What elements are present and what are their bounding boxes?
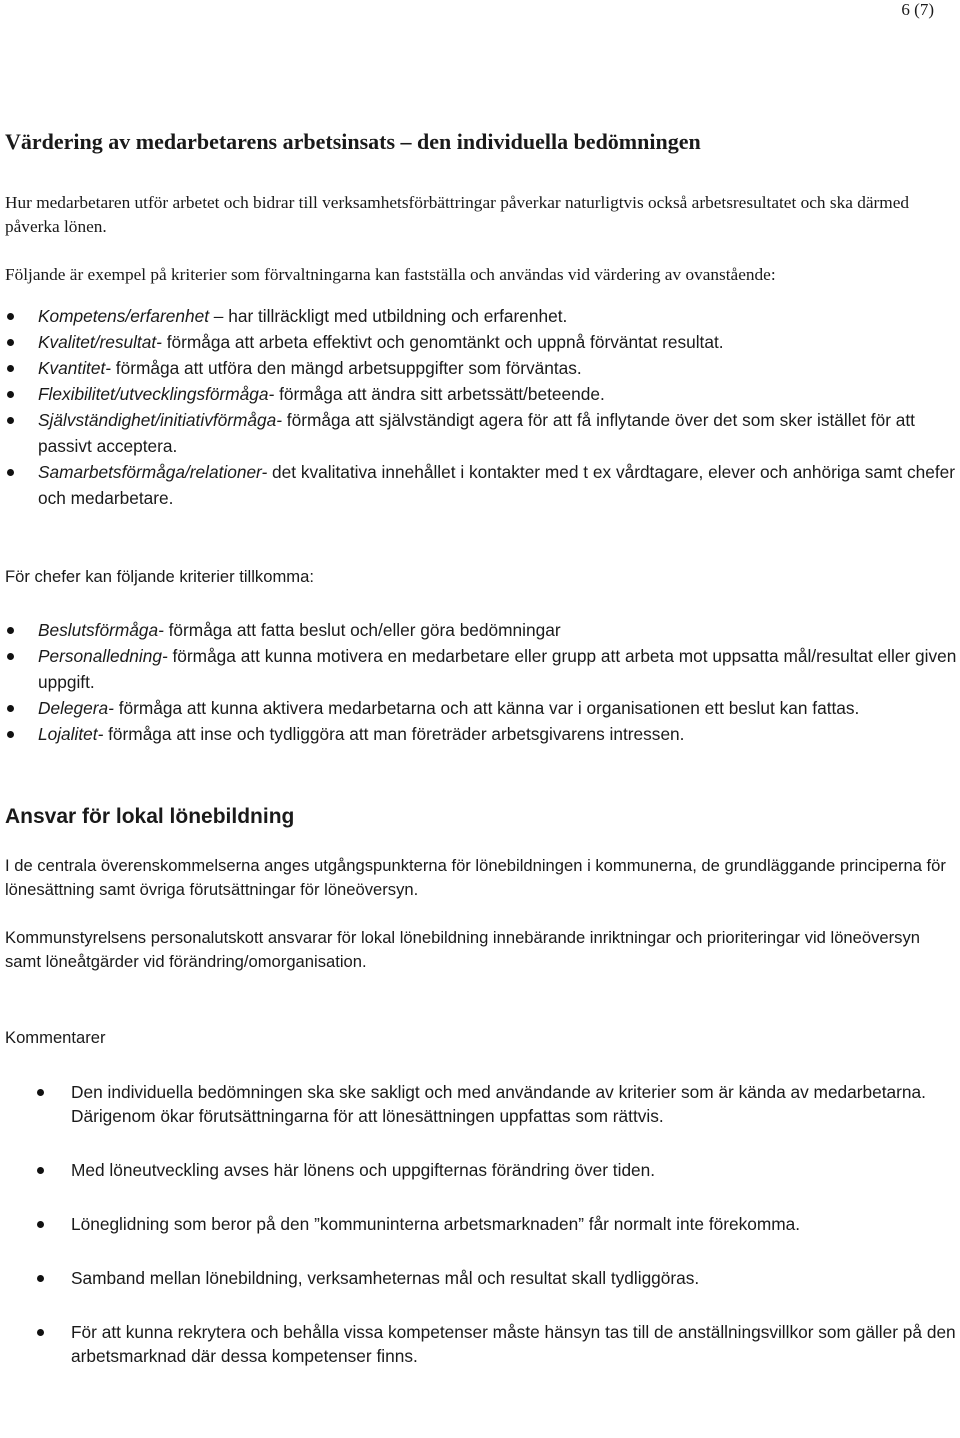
document-body bbox=[5, 128, 957, 1368]
comments-heading: Kommentarer bbox=[5, 1027, 106, 1047]
criterion-term: Delegera- bbox=[38, 697, 114, 718]
list-item: Löneglidning som beror på den ”kommuninterna arbetsmarknaden” får normalt inte förekomma. bbox=[5, 1212, 957, 1236]
list-item: Den individuella bedömningen ska ske sakligt och med användande av kriterier som är kända av medarbetarna. Därigenom ökar förutsättningarna för att lönesättningen uppfattas som rättvis. bbox=[5, 1080, 957, 1128]
criterion-text: förmåga att ändra sitt arbetssätt/beteende. bbox=[274, 383, 605, 404]
criterion-text: förmåga att kunna motivera en medarbetare eller grupp att arbeta mot uppsatta mål/resultat eller given uppgift. bbox=[38, 645, 957, 692]
managers-intro: För chefer kan följande kriterier tillkomma: bbox=[5, 566, 314, 586]
criterion-text: förmåga att kunna aktivera medarbetarna och att känna var i organisationen ett beslut kan fattas. bbox=[113, 697, 860, 718]
criterion-term: Personalledning- bbox=[38, 645, 168, 666]
responsibility-paragraph-2: Kommunstyrelsens personalutskott ansvarar för lokal lönebildning innebärande inriktningar och prioriteringar vid löneöversyn samt löneåtgärder vid förändring/omorganisation. bbox=[5, 927, 920, 971]
list-item bbox=[5, 695, 957, 721]
list-item bbox=[5, 617, 957, 643]
criterion-text: förmåga att inse och tydliggöra att man företräder arbetsgivarens intressen. bbox=[103, 723, 685, 744]
criterion-text: det kvalitativa innehållet i kontakter med t ex vårdtagare, elever och anhöriga samt chefer och medarbetare. bbox=[38, 461, 956, 508]
criterion-term: Flexibilitet/utvecklingsförmåga- bbox=[38, 383, 275, 404]
criteria-list bbox=[5, 303, 957, 511]
criteria-intro-paragraph: Följande är exempel på kriterier som förvaltningarna kan fastställa och användas vid värdering av ovanstående: bbox=[5, 264, 776, 284]
intro-paragraph: Hur medarbetaren utför arbetet och bidrar till verksamhetsförbättringar påverkar naturligtvis också arbetsresultatet och ska därmed påverka lönen. bbox=[5, 192, 910, 236]
criterion-term: Beslutsförmåga- bbox=[38, 619, 164, 640]
page-number: 6 (7) bbox=[901, 0, 934, 19]
criterion-term: Självständighet/initiativförmåga- bbox=[38, 409, 282, 430]
criterion-text: förmåga att arbeta effektivt och genomtänkt och uppnå förväntat resultat. bbox=[161, 331, 724, 352]
section-heading-responsibility: Ansvar för lokal lönebildning bbox=[5, 804, 295, 828]
criterion-term: Kompetens/erfarenhet – bbox=[38, 305, 224, 326]
list-item bbox=[5, 381, 957, 407]
responsibility-paragraph-1: I de centrala överenskommelserna anges utgångspunkterna för lönebildningen i kommunerna, de grundläggande principerna för lönesättning samt övriga förutsättningar för löneöversyn. bbox=[5, 855, 946, 899]
criterion-term: Kvalitet/resultat- bbox=[38, 331, 162, 352]
list-item: För att kunna rekrytera och behålla vissa kompetenser måste hänsyn tas till de anställningsvillkor som gäller på den arbetsmarknad där dessa kompetenser finns. bbox=[5, 1320, 957, 1368]
criterion-text: har tillräckligt med utbildning och erfarenhet. bbox=[223, 305, 568, 326]
list-item: Med löneutveckling avses här lönens och uppgifternas förändring över tiden. bbox=[5, 1158, 957, 1182]
list-item: Samband mellan lönebildning, verksamheternas mål och resultat skall tydliggöras. bbox=[5, 1266, 957, 1290]
criterion-term: Samarbetsförmåga/relationer- bbox=[38, 461, 268, 482]
criterion-text: förmåga att självständigt agera för att få inflytande över det som sker istället för att passivt acceptera. bbox=[38, 409, 915, 456]
criterion-term: Lojalitet- bbox=[38, 723, 104, 744]
criterion-term: Kvantitet- bbox=[38, 357, 111, 378]
list-item bbox=[5, 303, 957, 329]
manager-criteria-list bbox=[5, 617, 957, 747]
section-heading-valuation: Värdering av medarbetarens arbetsinsats – den individuella bedömningen bbox=[5, 129, 701, 154]
list-item bbox=[5, 643, 957, 695]
criterion-text: förmåga att fatta beslut och/eller göra bedömningar bbox=[163, 619, 561, 640]
comments-list bbox=[5, 1080, 957, 1368]
list-item bbox=[5, 355, 957, 381]
list-item bbox=[5, 459, 957, 511]
criterion-text: förmåga att utföra den mängd arbetsuppgifter som förväntas. bbox=[111, 357, 582, 378]
list-item bbox=[5, 721, 957, 747]
list-item bbox=[5, 407, 957, 459]
list-item bbox=[5, 329, 957, 355]
